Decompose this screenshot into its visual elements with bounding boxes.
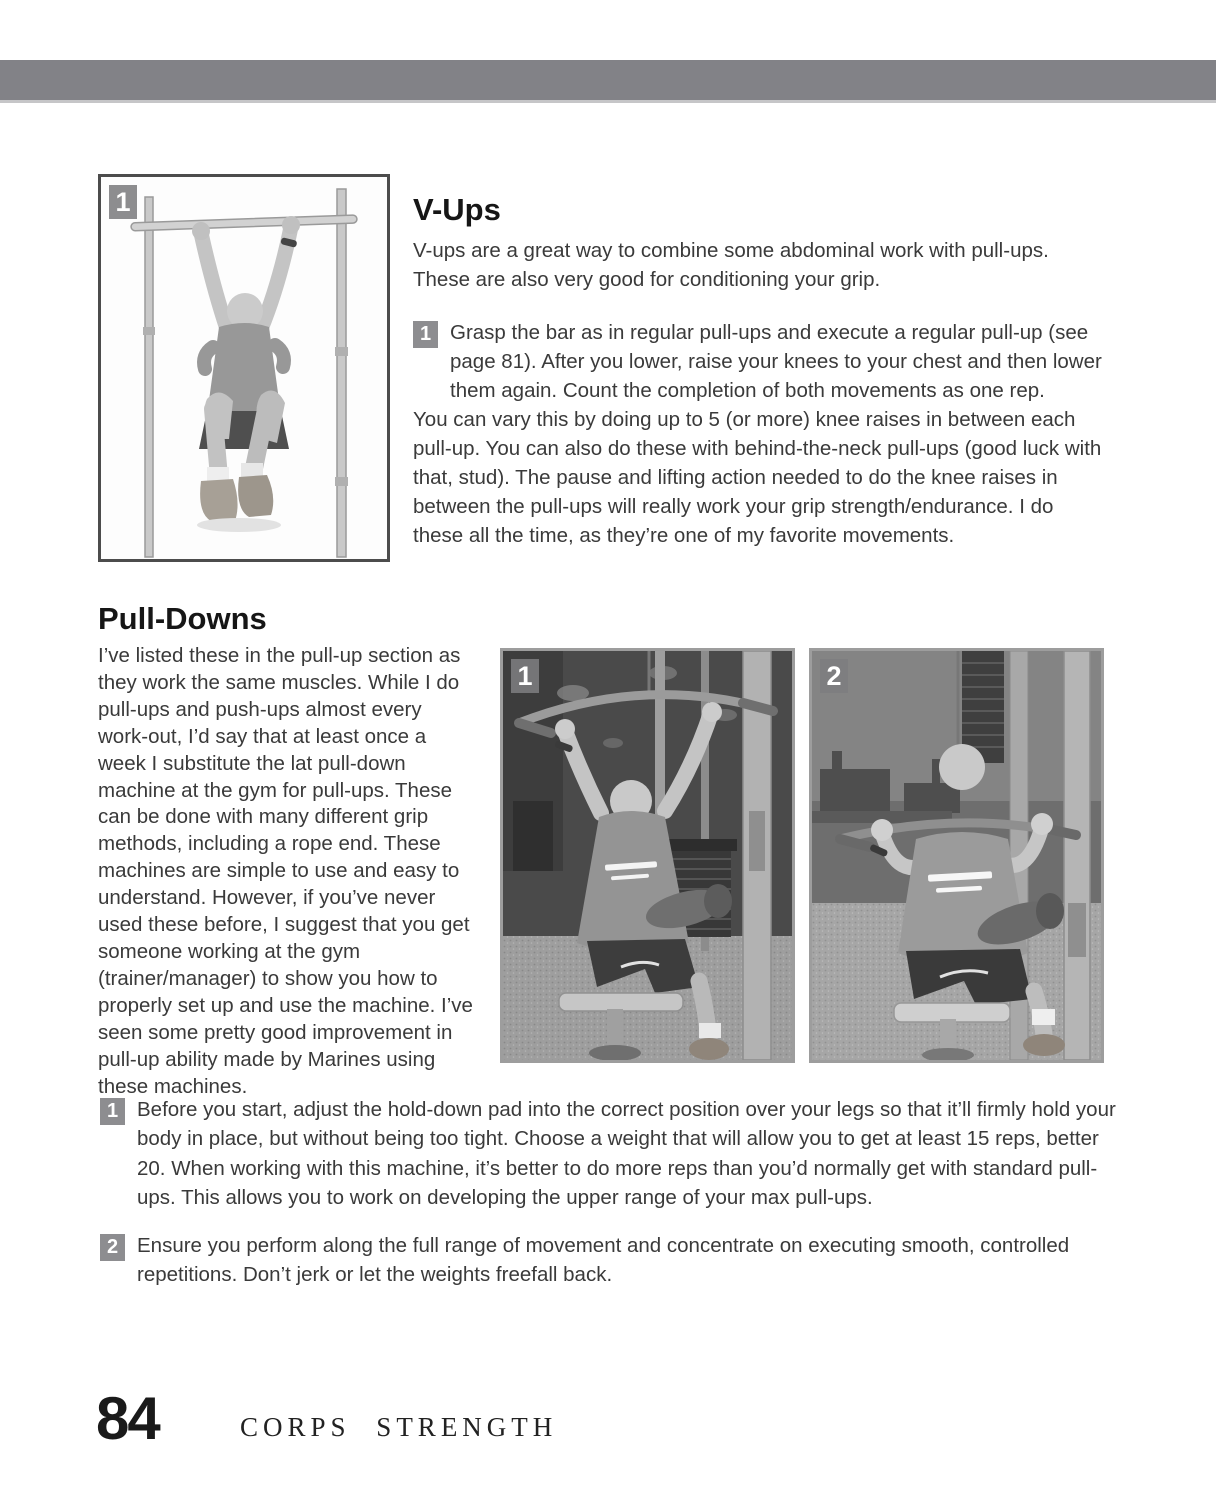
vups-intro: V-ups are a great way to combine some abdominal work with pull-ups. These are also very good for conditioning your grip.: [413, 239, 1049, 291]
pulldowns-step-1-text: Before you start, adjust the hold-down pad into the correct position over your legs so that it’ll firmly hold your body in place, but without being too tight. Choose a weight that will allow you to get at least 15 reps, better 20. When working with this machine, it’s better to do more reps than you’d normally get with standard pull-ups. This allows you to work on developing the upper range of your max pull-ups.: [137, 1098, 1116, 1209]
pulldowns-steps: [100, 1095, 1116, 1309]
vups-photo: [98, 174, 390, 562]
top-divider-bar: [0, 60, 1216, 103]
vups-section: [413, 192, 1108, 550]
pulldowns-heading: Pull-Downs: [98, 601, 267, 636]
step-2-badge: 2: [100, 1234, 125, 1261]
pulldowns-step-2: [100, 1231, 1116, 1290]
pulldowns-step-1: [100, 1095, 1116, 1212]
vups-step-1: [413, 318, 1108, 405]
pulldowns-section: [98, 601, 476, 1100]
vups-outro: You can vary this by doing up to 5 (or more) knee raises in between each pull-up. You can also do these with behind-the-neck pull-ups (good luck with that, stud). The pause and lifting action needed to do the knee raises in between the pull-ups will really work your grip strength/endurance. I do these all the time, as they’re one of my favorite movements.: [413, 408, 1102, 547]
pulldowns-step-2-text: Ensure you perform along the full range of movement and concentrate on executing smooth, controlled repetitions. Don’t jerk or let the weights freefall back.: [137, 1234, 1070, 1287]
pulldowns-body: I’ve listed these in the pull-up section as they work the same muscles. While I do pull-ups and push-ups almost every work-out, I’d say that at least once a week I substitute the lat pull-down machine at the gym for pull-ups. These can be done with many different grip methods, including a rope end. These machines are simple to use and easy to understand. However, if you’ve never used these before, I suggest that you get someone working at the gym (trainer/manager) to show you how to properly set up and use the machine. I’ve seen some pretty good improvement in pull-up ability made by Marines using these machines.: [98, 644, 473, 1098]
footer-book-title: CORPS STRENGTH: [240, 1412, 558, 1442]
pulldown-photo-1: [500, 648, 795, 1063]
photo-label-1: 1: [511, 659, 539, 693]
vups-step-1-text: Grasp the bar as in regular pull-ups and execute a regular pull-up (see page 81). After you lower, raise your knees to your chest and then lower them again. Count the completion of both movements as one rep.: [450, 321, 1102, 402]
page-number: 84: [96, 1385, 159, 1452]
pulldown-photo-2: [809, 648, 1104, 1063]
vups-heading: V-Ups: [413, 192, 501, 227]
step-1-badge: 1: [100, 1098, 125, 1125]
step-1-badge: 1: [413, 321, 438, 348]
photo-label-2: 2: [820, 659, 848, 693]
pulldown-photo-1-illustration: [503, 651, 792, 1060]
photo-label-1: 1: [109, 185, 137, 219]
pulldown-photo-2-illustration: [812, 651, 1101, 1060]
vups-photo-illustration: [101, 177, 387, 559]
